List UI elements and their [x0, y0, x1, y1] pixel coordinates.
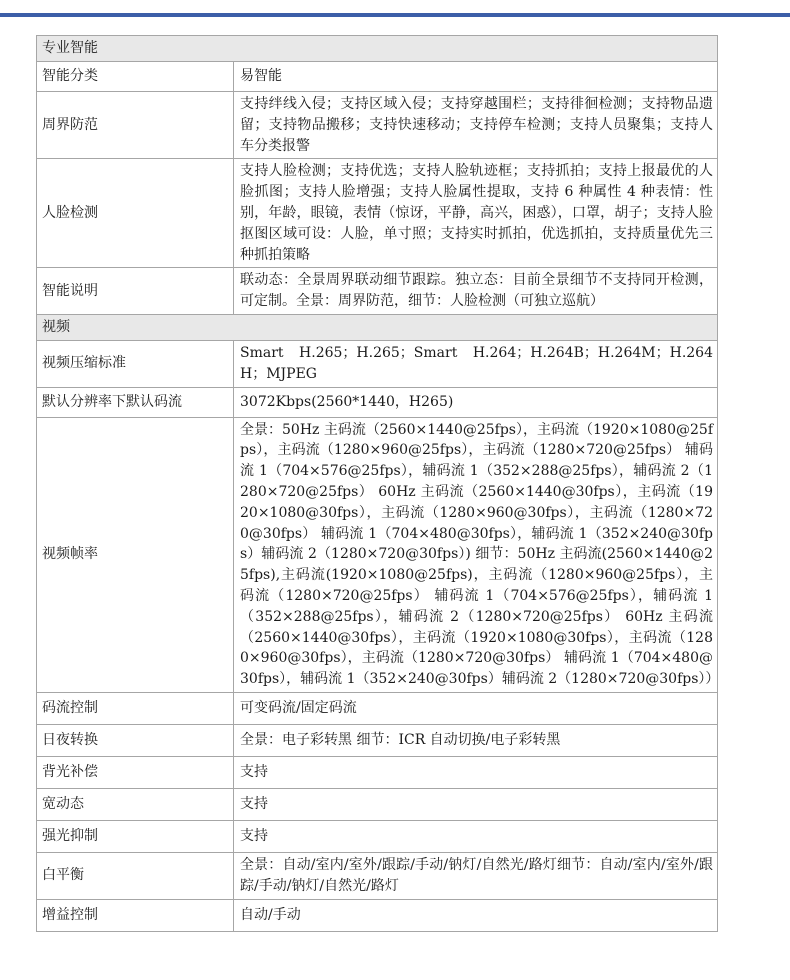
header-rule: [0, 13, 790, 17]
row-label: 背光补偿: [37, 756, 234, 788]
row-label: 人脸检测: [37, 159, 234, 268]
table-row: [37, 417, 718, 692]
table-row: [37, 692, 718, 724]
row-value: 全景：电子彩转黑 细节：ICR 自动切换/电子彩转黑: [234, 724, 718, 756]
table-row: [37, 756, 718, 788]
row-value: 联动态：全景周界联动细节跟踪。独立态：目前全景细节不支持同开检测，可定制。全景：周界防范，细节：人脸检测（可独立巡航）: [234, 268, 718, 315]
table-row: [37, 268, 718, 315]
section-header-video: [37, 314, 718, 340]
row-label: 视频压缩标准: [37, 340, 234, 387]
row-label: 日夜转换: [37, 724, 234, 756]
row-value: 全景：自动/室内/室外/跟踪/手动/钠灯/自然光/路灯细节：自动/室内/室外/跟踪/手动/钠灯/自然光/路灯: [234, 852, 718, 899]
row-value: 易智能: [234, 62, 718, 92]
row-label: 增益控制: [37, 899, 234, 931]
row-label: 智能说明: [37, 268, 234, 315]
table-row: [37, 820, 718, 852]
row-label: 视频帧率: [37, 417, 234, 692]
row-value: 支持: [234, 756, 718, 788]
row-label: 默认分辨率下默认码流: [37, 387, 234, 417]
row-label: 白平衡: [37, 852, 234, 899]
row-value: 支持人脸检测；支持优选；支持人脸轨迹框；支持抓拍；支持上报最优的人脸抓图；支持人脸增强；支持人脸属性提取，支持 6 种属性 4 种表情：性别，年龄，眼镜，表情（惊讶，平静，高兴，困惑），口罩，胡子；支持人脸抠图区域可设：人脸，单寸照；支持实时抓拍，优选抓拍，支持质量优先三种抓拍策略: [234, 159, 718, 268]
section-title: 专业智能: [37, 36, 718, 62]
table-row: [37, 92, 718, 159]
section-header-intelligence: [37, 36, 718, 62]
table-row: [37, 852, 718, 899]
row-value: 可变码流/固定码流: [234, 692, 718, 724]
row-label: 周界防范: [37, 92, 234, 159]
table-row: [37, 340, 718, 387]
row-value: 自动/手动: [234, 899, 718, 931]
table-row: [37, 724, 718, 756]
section-title: 视频: [37, 314, 718, 340]
row-value: 全景：50Hz 主码流（2560×1440@25fps），主码流（1920×1080@25fps），主码流（1280×960@25fps），主码流（1280×720@25fps） 辅码流 1（704×576@25fps），辅码流 1（352×288@25fps），辅码流 2（1280×720@25fps） 60Hz 主码流（2560×1440@30fps），主码流（1920×1080@30fps），主码流（1280×960@30fps），主码流（1280×720@30fps） 辅码流 1（704×480@30fps），辅码流 1（352×240@30fps）辅码流 2（1280×720@30fps）) 细节：50Hz 主码流(2560×1440@25fps),主码流(1920×1080@25fps)，主码流（1280×960@25fps），主码流（1280×720@25fps） 辅码流 1（704×576@25fps），辅码流 1（352×288@25fps），辅码流 2（1280×720@25fps） 60Hz 主码流（2560×1440@30fps），主码流（1920×1080@30fps），主码流（1280×960@30fps），主码流（1280×720@30fps） 辅码流 1（704×480@30fps），辅码流 1（352×240@30fps）辅码流 2（1280×720@30fps））: [234, 417, 718, 692]
row-value: 支持绊线入侵；支持区域入侵；支持穿越围栏；支持徘徊检测；支持物品遗留；支持物品搬移；支持快速移动；支持停车检测；支持人员聚集；支持人车分类报警: [234, 92, 718, 159]
row-label: 宽动态: [37, 788, 234, 820]
row-label: 强光抑制: [37, 820, 234, 852]
row-label: 码流控制: [37, 692, 234, 724]
row-value: 支持: [234, 788, 718, 820]
row-value: 3072Kbps(2560*1440，H265): [234, 387, 718, 417]
row-value: 支持: [234, 820, 718, 852]
table-row: [37, 788, 718, 820]
table-row: [37, 159, 718, 268]
row-label: 智能分类: [37, 62, 234, 92]
table-row: [37, 62, 718, 92]
spec-table: [36, 35, 718, 932]
table-row: [37, 387, 718, 417]
table-row: [37, 899, 718, 931]
row-value: Smart H.265；H.265；Smart H.264；H.264B；H.264M；H.264H；MJPEG: [234, 340, 718, 387]
